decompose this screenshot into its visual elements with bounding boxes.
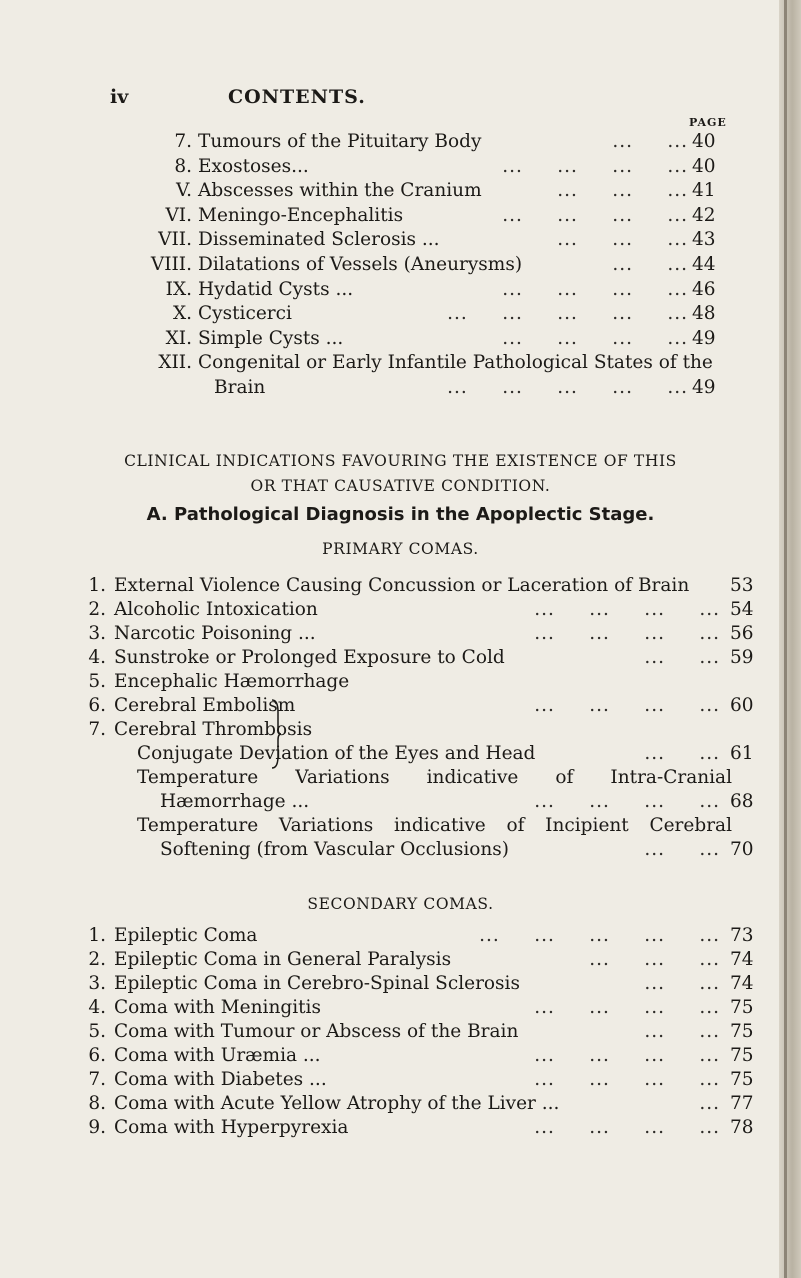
leader-dots: ... ... ... ... [502,278,688,300]
entry-number: VII. [158,229,192,251]
primary-coma-entry [0,766,801,790]
entry-title: Sunstroke or Prolonged Exposure to Cold [114,647,505,668]
contents-entry [0,376,801,400]
secondary-coma-entry [0,1044,801,1068]
entry-title: Hydatid Cysts ... [198,278,354,300]
contents-entry [0,351,801,375]
entry-page: 75 [730,1045,754,1066]
primary-coma-entry [0,718,801,742]
entry-title: Temperature Variations indicative of Incipient Cerebral [137,815,732,836]
entry-page: 74 [730,973,754,994]
entry-page: 49 [692,327,716,349]
entry-page: 43 [692,229,716,251]
leader-dots: ... ... ... ... [534,791,720,812]
entry-title: Coma with Meningitis [114,997,321,1018]
entry-page: 75 [730,1021,754,1042]
contents-entry [0,228,801,252]
entry-number: XI. [165,327,192,349]
entry-title: Cysticerci [198,303,292,325]
entry-page: 46 [692,278,716,300]
leader-dots: ... ... [644,1021,720,1042]
entry-title: Coma with Uræmia ... [114,1045,321,1066]
leader-dots: ... ... ... ... [502,155,688,177]
entry-page: 75 [730,997,754,1018]
entry-page: 44 [692,254,716,275]
entry-number: 7. [174,131,192,152]
contents-entry [0,278,801,302]
entry-number: 7. [88,719,106,740]
entry-title: Coma with Diabetes ... [114,1069,327,1090]
leader-dots: ... ... ... [557,180,688,202]
leader-dots: ... ... [644,839,720,860]
entry-number: VIII. [150,254,192,275]
page-column-label: PAGE [689,116,727,129]
entry-title: Abscesses within the Cranium [198,180,482,202]
entry-title: Meningo-Encephalitis [198,204,404,226]
leader-dots: ... ... ... ... [534,997,720,1018]
contents-entry [0,327,801,351]
entry-title: Disseminated Sclerosis ... [198,229,440,251]
entry-title: Brain [214,377,266,398]
entry-number: 9. [88,1117,106,1138]
contents-entry [0,204,801,228]
entry-number: 4. [88,997,106,1018]
primary-coma-entry [0,622,801,646]
entry-number: X. [172,303,192,325]
entry-page: 49 [692,377,716,398]
secondary-coma-entry [0,1116,801,1140]
entry-number: 5. [88,1021,106,1042]
entry-number: 7. [88,1069,106,1090]
entry-number: 4. [88,647,106,668]
running-header [110,86,760,112]
leader-dots: ... [699,1093,720,1114]
primary-coma-entry [0,574,801,598]
entry-title: Temperature Variations indicative of Intra-Cranial [137,767,732,788]
entry-title: Coma with Hyperpyrexia [114,1117,349,1138]
entry-page: 61 [730,743,754,764]
entry-title: Coma with Acute Yellow Atrophy of the Liver ... [114,1093,560,1114]
leader-dots: ... ... ... ... [534,1069,720,1090]
primary-coma-entry [0,598,801,622]
leader-dots: ... ... ... ... ... [447,303,688,325]
contents-entry [0,155,801,179]
leader-dots: ... ... ... ... ... [447,377,688,398]
contents-entry [0,179,801,203]
secondary-coma-entry [0,948,801,972]
grouping-brace [271,698,281,770]
entry-page: 56 [730,623,754,644]
entry-page: 48 [692,303,716,325]
entry-title: Dilatations of Vessels (Aneurysms) [198,254,523,275]
entry-title: Coma with Tumour or Abscess of the Brain [114,1021,519,1042]
primary-coma-entry [0,646,801,670]
entry-page: 40 [692,131,716,152]
secondary-coma-entry [0,972,801,996]
section-subheading: A. Pathological Diagnosis in the Apoplectic Stage. [146,504,655,525]
entry-page: 70 [730,839,754,860]
entry-title: Epileptic Coma in General Paralysis [114,949,452,970]
entry-title: Tumours of the Pituitary Body [198,131,482,152]
entry-title: Exostoses... [198,155,309,177]
leader-dots: ... ... ... [589,949,720,970]
leader-dots: ... ... ... ... [534,599,720,620]
entry-number: VI. [165,204,192,226]
entry-title: Epileptic Coma [114,925,258,946]
entry-page: 60 [730,695,754,716]
secondary-coma-entry [0,1068,801,1092]
secondary-coma-entry [0,1020,801,1044]
page-title: CONTENTS. [228,86,366,108]
entry-number: 8. [174,155,192,177]
section-heading-line1: CLINICAL INDICATIONS FAVOURING THE EXISTENCE OF THIS [124,452,677,470]
section-heading-line2: OR THAT CAUSATIVE CONDITION. [250,477,551,495]
entry-page: 74 [730,949,754,970]
secondary-comas-heading: SECONDARY COMAS. [307,895,494,913]
entry-number: 2. [88,599,106,620]
entry-page: 40 [692,155,716,177]
primary-coma-entry [0,838,801,862]
entry-page: 73 [730,925,754,946]
leader-dots: ... ... [644,743,720,764]
entry-number: 6. [88,1045,106,1066]
entry-page: 54 [730,599,754,620]
entry-page: 78 [730,1117,754,1138]
leader-dots: ... ... [644,647,720,668]
leader-dots: ... ... ... ... [534,695,720,716]
primary-coma-entry [0,814,801,838]
entry-page: 68 [730,791,754,812]
entry-title: Encephalic Hæmorrhage [114,671,350,692]
entry-number: 2. [88,949,106,970]
leader-dots: ... ... [612,254,688,275]
leader-dots: ... ... ... ... [534,1117,720,1138]
leader-dots: ... ... ... ... [534,623,720,644]
entry-title: Narcotic Poisoning ... [114,623,316,644]
secondary-coma-entry [0,996,801,1020]
entry-title: Conjugate Deviation of the Eyes and Head [137,743,536,764]
primary-coma-entry [0,790,801,814]
leader-dots: ... ... [644,973,720,994]
secondary-coma-entry [0,924,801,948]
entry-number: 3. [88,973,106,994]
entry-number: 1. [88,925,106,946]
leader-dots: ... ... ... ... [502,204,688,226]
entry-page: 53 [730,575,754,596]
primary-coma-entry [0,742,801,766]
entry-page: 42 [692,204,716,226]
page-number: iv [110,86,129,108]
leader-dots: ... ... ... ... [534,1045,720,1066]
entry-title: Epileptic Coma in Cerebro-Spinal Sclerosis [114,973,520,994]
entry-number: 6. [88,695,106,716]
primary-comas-heading: PRIMARY COMAS. [322,540,479,558]
entry-page: 75 [730,1069,754,1090]
contents-entry [0,253,801,277]
entry-number: 5. [88,671,106,692]
entry-title: Alcoholic Intoxication [114,599,318,620]
leader-dots: ... ... [612,131,688,152]
entry-title: Congenital or Early Infantile Pathological States of the [198,352,713,374]
entry-title: External Violence Causing Concussion or Laceration of Brain [114,575,690,596]
entry-number: 8. [88,1093,106,1114]
entry-page: 41 [692,180,716,202]
entry-page: 77 [730,1093,754,1114]
entry-number: 3. [88,623,106,644]
primary-coma-entry [0,694,801,718]
entry-title: Hæmorrhage ... [160,791,310,812]
entry-title: Softening (from Vascular Occlusions) [160,839,510,860]
secondary-coma-entry [0,1092,801,1116]
contents-entry [0,130,801,154]
leader-dots: ... ... ... [557,229,688,251]
entry-title: Cerebral Thrombosis [114,719,313,740]
entry-number: 1. [88,575,106,596]
entry-title: Simple Cysts ... [198,327,344,349]
contents-entry [0,302,801,326]
entry-number: IX. [165,278,192,300]
entry-title: Cerebral Embolism [114,695,296,716]
entry-number: XII. [158,352,192,374]
leader-dots: ... ... ... ... [502,327,688,349]
primary-coma-entry [0,670,801,694]
leader-dots: ... ... ... ... ... [479,925,720,946]
entry-page: 59 [730,647,754,668]
entry-number: V. [175,180,192,202]
